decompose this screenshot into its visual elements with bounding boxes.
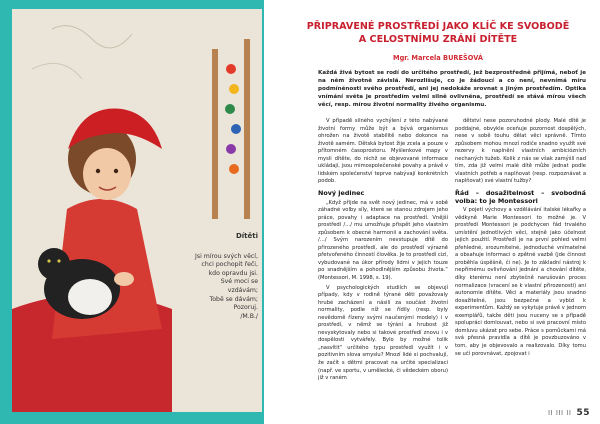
section-heading: Nový jedinec [318, 188, 365, 197]
child-photo [12, 9, 262, 412]
poem-signature: /M.B./ [240, 312, 258, 320]
paragraph: dětství nese pozoruhodné plody. Malé dítě je poddajné, obvykle oceňuje pozornost dospělých, nese v sobě touhu dělat věci správně. Tímto způsobem mohou mnozí rodiče snadno využít své rezervy k naplnění vlastních ambiciózních nechaných tužeb. Kolik z nás se však zamýšlí nad tím, zda již velmi malé dítě může jednat podle vlastních potřeb a naplňovat (resp. rozpoznávat a naplňovat) své vlastní tužby? [455, 118, 586, 185]
paragraph: V případě silného vychýlení z této nabývané životní formy může být a bývá organismus ohrožen na životě stabilitě nebo dokonce na životě samém. Dětská bytost žije zcela a pouze v přítomném časoprostoru. Myšlenkové mapy v mysli dítěte, do nichž se objevované informace ukládají, jsou mimospolečenské povahy a právě v lidském společenství teprve nabývají konkrétních podob. [318, 118, 448, 185]
paragraph: V pojetí výchovy a vzdělávání italské lékařky a vědkyně Marie Montessori to možné je. V prostředí Montessori je podchycen řád trvalého umístění jednotlivých věcí, stejně jako účelnost jejich použití. Prostředí je na první pohled velmi přehledné, srozumitelné, jednoduché vnímatelné a obsahuje informaci o zpětné vazbě (jde činnost proběhla úspěšně, či ne). Je to základní nástroj k nepřímému ovlivňování jednání a chování dítěte, díky kterému není zbytečně narušován proces normalizace (vracení se k vlastní přirozenosti) ani autonomie dítěte. Věci a materiály jsou snadno dosažitelné, jsou bezpečné a vybízí k experimentům. Každý se vykytuje právě v jednom exemplářů, takže děti jsou nuceny se s případě spolupráci domlouvat, nebo si své pracovní místo domluvu ukázat pro sebe. Práce s pomůckami má svá přesná pravidla a dítě je povzbuzováno v tom, aby je objevovalo a realizovalo. Díky tomu se učí porovnávat, zpojovat i [455, 207, 586, 357]
poem-line: Jsi mírou svých věcí, [195, 252, 258, 260]
poem-line: chci pochopit řeči, [201, 261, 258, 269]
poem [192, 232, 258, 321]
section-heading: Řád – dosažitelnost – svobodná volba: to je Montessori [455, 188, 586, 205]
paragraph: „Když přijde na svět nový jedinec, má v sobě záhadné volby síly, které se stanou zdrojem jeho práce, povahy i adaptace na prostředí. Vnější prostředí /…/ mu umožňuje přispět jeho vlastním způsobem k obecné harmonii a zachování světa. /…/ Svým narozením nevstupuje dítě do přirozeného prostředí, ale do prostředí výrazně přetvořeného činností člověka. Je to prostředí cizí, vybudované na úkor přírody lidmi v jejich touze po snadnějším a pohodlnějším způsobu života.“ (Montessori, M. 1998, s. 19). [318, 199, 448, 281]
paragraph: V psychologických studiích se objevují případy, kdy v rodině týrané děti považovaly hrubé zacházení a násilí za součást životní normality, podle níž se řídily (resp. byly nevědomě řízeny svými naučenými modely) i v prostředí, v němž se týrání a hrubost již nevyskytovaly nebo si takové prostředí znovu i v dospělosti vytvářely. Bylo by možné tolik „nasvítit“ určitého typu prostředí využít i v pozitivním slova smyslu? Mnozí lidé si pochvalují, že začít s dětmi pracovat na určité specializaci (např. ve sportu, v umělecké, či vědeckém oboru) již v raném [318, 284, 448, 382]
footer-bars: II III II [548, 409, 572, 417]
poem-title: Dítěti [235, 232, 258, 240]
article-title [288, 20, 588, 46]
title-line-1: PŘIPRAVENÉ PROSTŘEDÍ JAKO KLÍČ KE SVOBODĚ [306, 21, 570, 32]
page-footer [548, 408, 590, 418]
poem-line: Své moci se vzdávám; [220, 278, 258, 294]
author: Mgr. Marcela BUREŠOVÁ [393, 54, 483, 62]
lead-paragraph: Každá živá bytost se rodí do určitého prostředí, jež bezprostředně přijímá, neboť je na něm životně závislá. Nerozlišuje, co je žádoucí a co není, nevnímá míru podmíněnosti svého prostředí, ani jej nedokáže srovnat s jiným prostředím. Optika vnímání světa je prostředím velmi silně ovlivněna, prostředí se stává mírou všech věcí, resp. mírou životní normality živého organismu. [318, 70, 586, 108]
poem-line: kdo opravdu jsi. [208, 269, 258, 277]
column-left [318, 118, 448, 385]
column-right [455, 118, 586, 360]
poem-line: Tobě se dávám; [209, 295, 258, 303]
poem-line: Pozoruj. [233, 304, 258, 312]
title-line-2: A CELOSTNÍMU ZRÁNÍ DÍTĚTE [358, 34, 518, 45]
page-number: 55 [576, 408, 590, 418]
